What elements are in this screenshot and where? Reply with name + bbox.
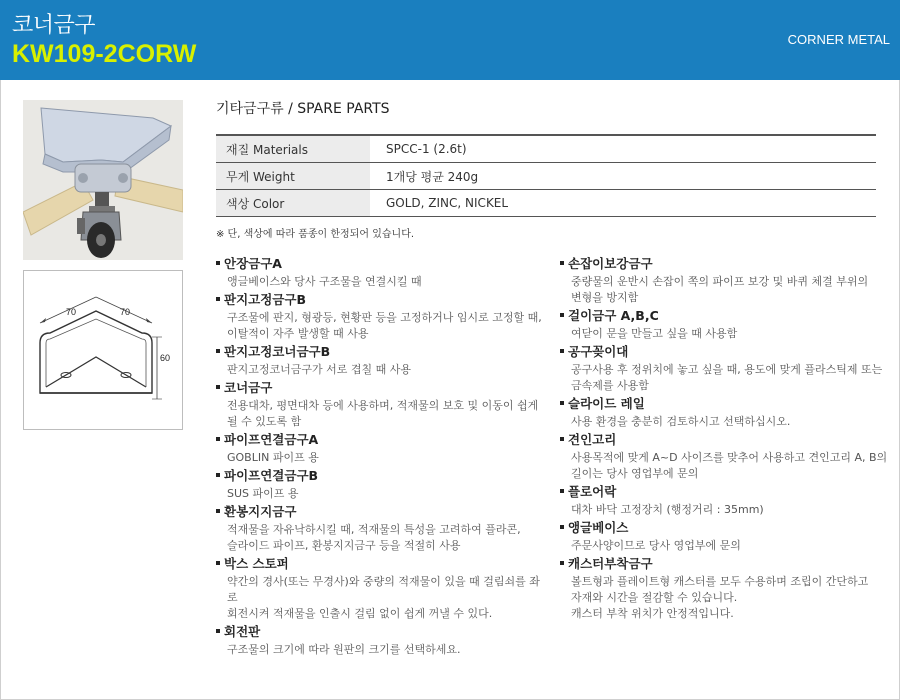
item-title: 안장금구A [224,256,282,271]
spec-value: GOLD, ZINC, NICKEL [386,196,509,210]
list-item [216,556,546,622]
technical-drawing [23,270,183,430]
spec-value: 1개당 평균 240g [386,169,479,184]
product-photo [23,100,183,260]
item-title: 박스 스토퍼 [224,556,289,571]
spec-label: 무게 Weight [216,163,370,189]
bullet-icon [560,525,564,529]
list-item [560,556,890,622]
item-title: 공구꽂이대 [568,344,629,359]
dimension-right: 70 [120,307,131,317]
page-header [0,0,900,80]
bullet-icon [216,261,220,265]
color-note: ※ 단, 색상에 따라 품종이 한정되어 있습니다. [216,229,415,240]
list-item [216,504,546,554]
item-desc: 적재물을 자유낙하시킬 때, 적재물의 특성을 고려하여 플라콘, 슬라이드 파이프, 환봉지지금구 등을 적절히 사용 [227,523,521,552]
dimension-height: 60 [160,353,171,363]
list-item [216,344,546,378]
item-title: 파이프연결금구B [224,468,319,483]
bullet-icon [216,509,220,513]
item-desc: 공구사용 후 정위치에 놓고 싶을 때, 용도에 맞게 플라스틱제 또는 금속제를 사용함 [571,363,883,392]
spec-row-color [216,190,876,217]
list-item [216,292,546,342]
item-title: 파이프연결금구A [224,432,319,447]
item-desc: GOBLIN 파이프 용 [227,451,319,464]
bullet-icon [560,401,564,405]
bullet-icon [216,297,220,301]
list-item [560,256,890,306]
item-desc: 판지고정코너금구가 서로 겹칠 때 사용 [227,363,412,376]
item-desc: 사용목적에 맞게 A~D 사이즈를 맞추어 사용하고 견인고리 A, B의 길이는 당사 영업부에 문의 [571,451,888,480]
list-item [216,256,546,290]
dimension-left: 70 [66,307,77,317]
section-title: 기타금구류 / SPARE PARTS [216,101,390,117]
bullet-icon [216,385,220,389]
item-desc: 구조물의 크기에 따라 원판의 크기를 선택하세요. [227,643,461,656]
category-label: CORNER METAL [787,32,890,47]
bullet-icon [560,349,564,353]
item-title: 코너금구 [224,380,273,395]
list-item [560,344,890,394]
list-item [560,308,890,342]
bullet-icon [560,489,564,493]
item-desc: SUS 파이프 용 [227,487,299,500]
bullet-icon [216,561,220,565]
parts-list-left [216,256,546,660]
list-item [216,468,546,502]
item-title: 슬라이드 레일 [568,396,645,411]
item-desc: 전용대차, 평면대차 등에 사용하며, 적재물의 보호 및 이동이 쉽게 될 수 있도록 함 [227,399,539,428]
item-title: 걸이금구 A,B,C [568,308,659,323]
list-item [216,624,546,658]
item-title: 회전판 [224,624,261,639]
bullet-icon [216,437,220,441]
bullet-icon [216,629,220,633]
bullet-icon [560,437,564,441]
spec-row-materials [216,136,876,163]
item-title: 캐스터부착금구 [568,556,653,571]
item-desc: 앵글베이스와 당사 구조물을 연결시킬 때 [227,275,422,288]
item-desc: 구조물에 판지, 형광등, 현황판 등을 고정하거나 임시로 고정할 때, 이탈적이 자주 발생할 때 사용 [227,311,542,340]
bullet-icon [216,473,220,477]
bullet-icon [560,261,564,265]
item-desc: 주문사양이므로 당사 영업부에 문의 [571,539,741,552]
spec-value: SPCC-1 (2.6t) [386,142,467,156]
list-item [216,380,546,430]
item-title: 판지고정금구B [224,292,306,307]
item-title: 견인고리 [568,432,617,447]
item-title: 환봉지지금구 [224,504,297,519]
product-code: KW109-2CORW [12,40,197,68]
item-desc: 여닫이 문을 만들고 싶을 때 사용함 [571,327,738,340]
list-item [560,520,890,554]
list-item [560,396,890,430]
spec-label: 색상 Color [216,190,370,216]
list-item [216,432,546,466]
list-item [560,484,890,518]
item-title: 앵글베이스 [568,520,629,535]
bullet-icon [560,561,564,565]
item-title: 손잡이보강금구 [568,256,653,271]
spec-table [216,134,876,217]
spec-row-weight [216,163,876,190]
item-desc: 사용 환경을 충분히 검토하시고 선택하십시오. [571,415,791,428]
item-desc: 볼트형과 플레이트형 캐스터를 모두 수용하며 조립이 간단하고 자재와 시간을 절감할 수 있습니다. 캐스터 부착 위치가 안정적입니다. [571,575,869,620]
spec-label: 재질 Materials [216,136,370,162]
list-item [560,432,890,482]
parts-list-right [560,256,890,624]
item-desc: 대차 바닥 고정장치 (행정거리 : 35mm) [571,503,764,516]
item-desc: 약간의 경사(또는 무경사)와 중량의 적재물이 있을 때 걸림쇠를 좌로 회전시켜 적재물을 인출시 걸림 없이 쉽게 꺼낼 수 있다. [227,575,540,620]
item-desc: 중량물의 운반시 손잡이 쪽의 파이프 보강 및 바퀴 체결 부위의 변형을 방지함 [571,275,869,304]
item-title: 판지고정코너금구B [224,344,331,359]
item-title: 플로어락 [568,484,617,499]
bullet-icon [216,349,220,353]
bullet-icon [560,313,564,317]
product-title: 코너금구 [12,13,96,38]
